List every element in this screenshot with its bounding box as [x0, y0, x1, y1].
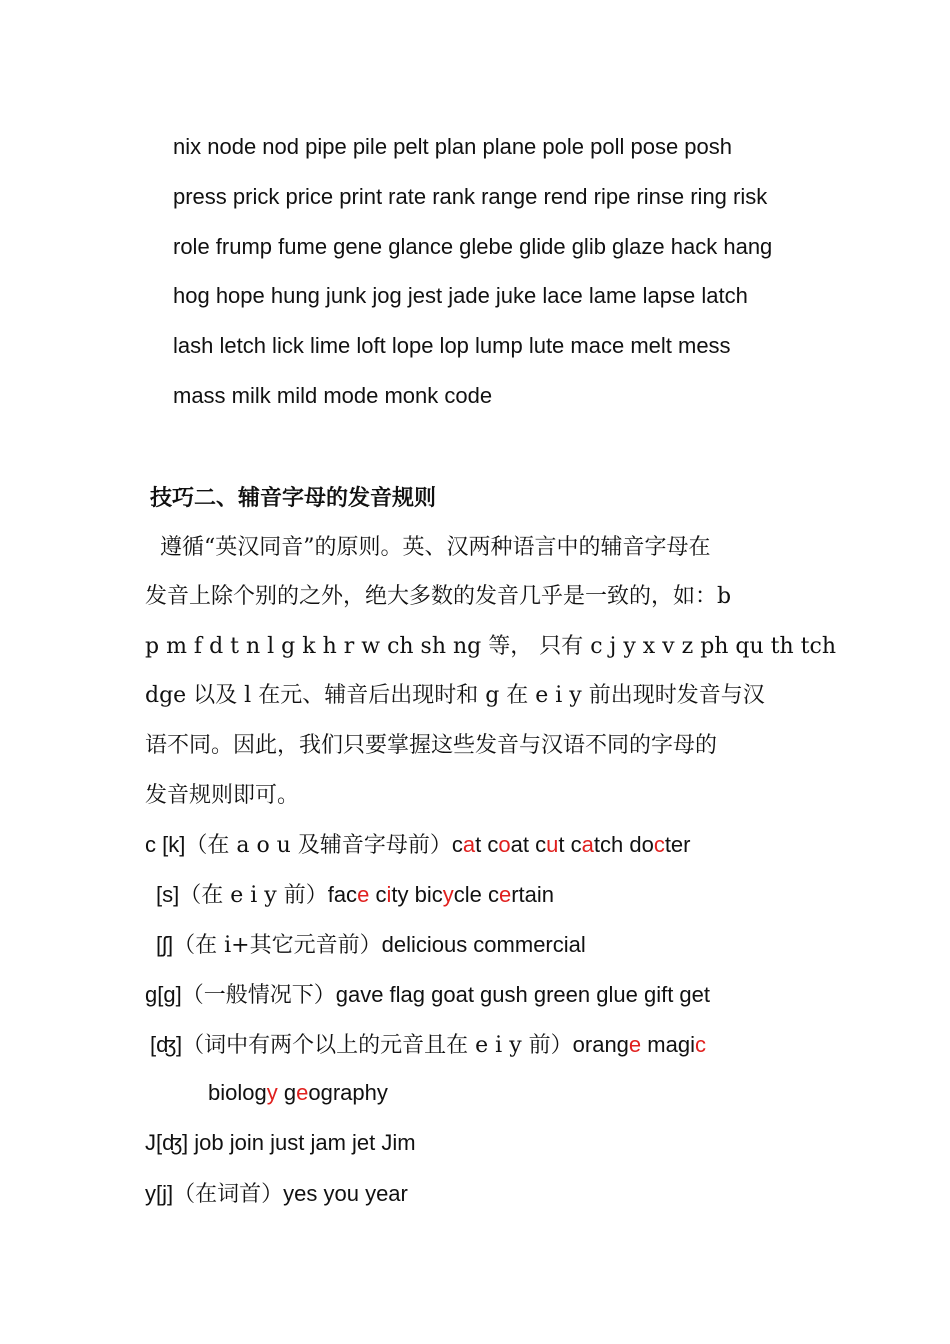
word-part: ty	[391, 882, 409, 907]
rule-condition: （一般情况下）	[181, 983, 336, 1008]
word-part: do	[629, 832, 654, 857]
example-word	[647, 1032, 706, 1057]
highlighted-letter: e	[498, 882, 512, 907]
rule-prefix: [ʤ]	[150, 1032, 183, 1057]
example-word	[487, 832, 529, 857]
rule-c-k	[145, 830, 691, 861]
paragraph-line: p m f d t n l g k h r w ch sh ng 等， 只有 c j y x v z ph qu th tch	[145, 634, 837, 659]
paragraph-line: 语不同。因此，我们只要掌握这些发音与汉语不同的字母的	[145, 733, 718, 758]
example-word	[452, 832, 481, 857]
paragraph-line: dge 以及 l 在元、辅音后出现时和 g 在 e i y 前出现时发音与汉	[145, 683, 765, 708]
word-part: bic	[414, 882, 443, 907]
example-words: job join just jam jet Jim	[194, 1130, 416, 1155]
highlighted-letter: c	[653, 832, 665, 857]
rule-prefix: y[j]	[145, 1181, 174, 1206]
rule-condition: （在 a o u 及辅音字母前）	[185, 833, 452, 858]
example-words: gave flag goat gush green glue gift get	[335, 982, 710, 1007]
example-word	[488, 882, 554, 907]
paragraph-line: 遵循“英汉同音”的原则。英、汉两种语言中的辅音字母在	[160, 535, 711, 560]
word-part: at	[510, 832, 529, 857]
rule-c-s	[156, 880, 554, 911]
highlighted-letter: c	[694, 1032, 706, 1057]
highlighted-letter: e	[357, 882, 370, 907]
example-word	[208, 1080, 278, 1105]
example-words: yes you year	[283, 1181, 408, 1206]
word-part: biolog	[208, 1080, 267, 1105]
word-part: rtain	[511, 882, 554, 907]
word-part: t	[475, 832, 482, 857]
paragraph-line: 发音上除个别的之外，绝大多数的发音几乎是一致的，如：b	[145, 584, 732, 609]
word-part: c	[570, 832, 582, 857]
example-word	[571, 832, 624, 857]
rule-prefix: [s]	[156, 882, 180, 907]
word-list-line: mass milk mild mode monk code	[173, 383, 493, 408]
rule-g-g	[145, 980, 710, 1011]
word-part: orang	[572, 1032, 629, 1057]
word-list-line: nix node nod pipe pile pelt plan plane pole poll pose posh	[173, 134, 732, 159]
example-word	[284, 1080, 388, 1105]
highlighted-letter: y	[266, 1080, 278, 1105]
rule-g-dz	[150, 1030, 706, 1061]
highlighted-letter: a	[462, 832, 476, 857]
example-words	[328, 882, 554, 907]
word-part: magi	[647, 1032, 695, 1057]
word-part: c	[487, 832, 499, 857]
word-part: g	[283, 1080, 297, 1105]
word-part: ter	[664, 832, 691, 857]
example-words	[208, 1080, 388, 1105]
word-list-line: lash letch lick lime loft lope lop lump lute mace melt mess	[173, 333, 731, 358]
rule-condition: （词中有两个以上的元音且在 e i y 前）	[182, 1033, 573, 1058]
word-part: c	[535, 832, 547, 857]
word-list-line: role frump fume gene glance glebe glide glib glaze hack hang	[173, 234, 773, 259]
rule-prefix: [ʃ]	[156, 932, 174, 957]
example-words: delicious commercial	[381, 932, 586, 957]
rule-prefix: c [k]	[145, 832, 186, 857]
example-word	[375, 882, 408, 907]
example-word	[629, 832, 690, 857]
example-words	[452, 832, 691, 857]
highlighted-letter: u	[546, 832, 559, 857]
word-part: t	[558, 832, 565, 857]
highlighted-letter: o	[498, 832, 511, 857]
highlighted-letter: a	[581, 832, 594, 857]
example-word	[573, 1032, 642, 1057]
highlighted-letter: i	[386, 882, 392, 907]
rule-g-dz-continued	[208, 1078, 388, 1108]
rule-condition: （在 i+其它元音前）	[173, 933, 382, 958]
rule-prefix: J[ʤ]	[145, 1130, 189, 1155]
word-part: c	[375, 882, 387, 907]
example-word	[415, 882, 482, 907]
rule-condition: （在 e i y 前）	[179, 883, 328, 908]
example-word	[535, 832, 564, 857]
highlighted-letter: y	[442, 882, 454, 907]
word-list-line: press prick price print rate rank range rend ripe rinse ring risk	[173, 184, 768, 209]
word-part: cle	[453, 882, 482, 907]
rule-y	[145, 1179, 408, 1210]
word-part: c	[451, 832, 463, 857]
word-part: tch	[593, 832, 624, 857]
rule-c-sh	[156, 930, 586, 961]
highlighted-letter: e	[628, 1032, 642, 1057]
section-title: 技巧二、辅音字母的发音规则	[150, 485, 437, 511]
word-part: fac	[327, 882, 358, 907]
highlighted-letter: e	[296, 1080, 309, 1105]
paragraph-line: 发音规则即可。	[145, 783, 300, 808]
example-word	[328, 882, 370, 907]
word-list-line: hog hope hung junk jog jest jade juke lace lame lapse latch	[173, 283, 748, 308]
word-part: c	[487, 882, 499, 907]
rule-prefix: g[g]	[145, 982, 182, 1007]
rule-condition: （在词首）	[173, 1182, 284, 1207]
example-words	[573, 1032, 706, 1057]
word-part: ography	[308, 1080, 388, 1105]
rule-j	[145, 1128, 416, 1158]
